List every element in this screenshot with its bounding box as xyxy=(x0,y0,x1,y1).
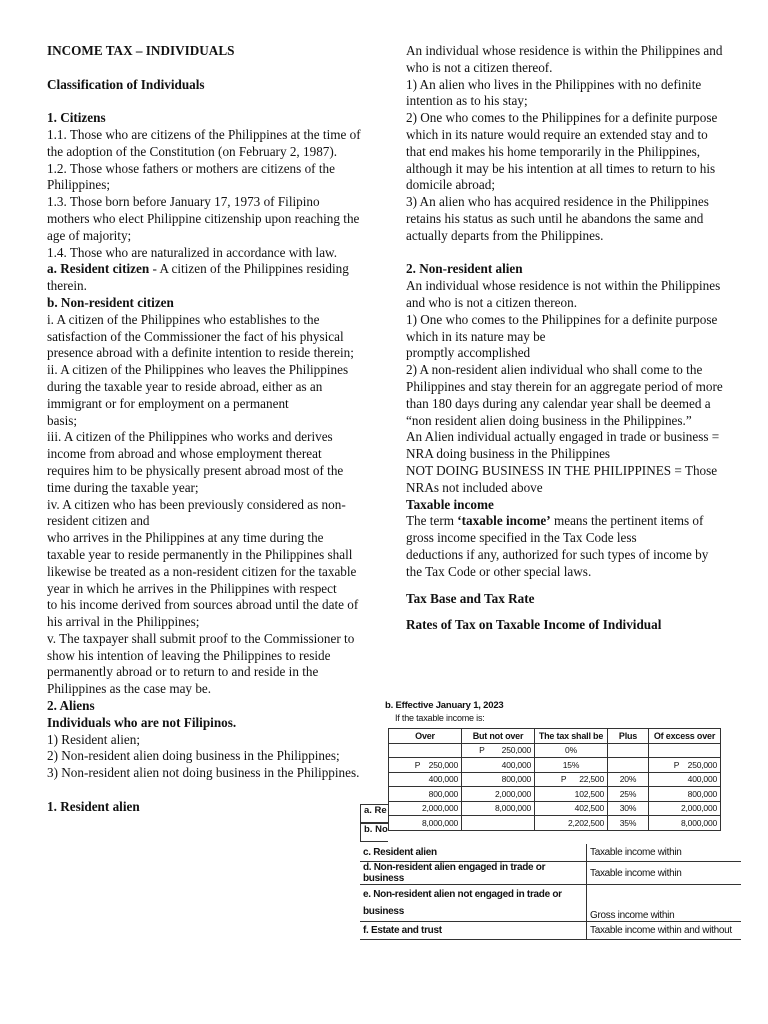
table-cell xyxy=(462,816,535,831)
rate-table-header-row xyxy=(389,729,721,744)
table-cell: 2,202,500 xyxy=(535,816,608,831)
clipped-row-labels xyxy=(360,804,388,842)
tax-base: Taxable income within xyxy=(587,844,742,862)
aliens-heading: 2. Aliens xyxy=(47,698,95,714)
nra-doing-business: An Alien individual actually engaged in trade or business = NRA doing business in the Philippines xyxy=(406,429,720,462)
table-cell: 402,500 xyxy=(535,801,608,816)
tax-rate-table-figure xyxy=(360,700,768,942)
table-cell xyxy=(649,743,721,758)
tax-base: Taxable income within and without xyxy=(587,922,742,940)
resident-alien-item-3: 3) An alien who has acquired residence in the Philippines retains his status as such until he abandons the same and actually departs from the Philippines. xyxy=(406,194,709,243)
paragraph-iv-c: to his income derived from sources abroad until the date of his arrival in the Philippines; xyxy=(47,597,359,630)
table-cell: P 250,000 xyxy=(462,743,535,758)
table-cell: 0% xyxy=(535,743,608,758)
taxpayer-type: d. Non-resident alien engaged in trade or business xyxy=(360,862,587,885)
table-cell: 400,000 xyxy=(389,772,462,787)
table-cell: 2,000,000 xyxy=(389,801,462,816)
header-tax-shall-be: The tax shall be xyxy=(535,729,608,744)
table-row xyxy=(360,885,741,922)
table-row xyxy=(389,758,721,773)
nonresident-alien-item-1b: promptly accomplished xyxy=(406,345,531,361)
resident-alien-item-1: 1) An alien who lives in the Philippines with no definite intention as to his stay; xyxy=(406,76,702,109)
nonresident-alien-intro: An individual whose residence is not within the Philippines and who is not a citizen thereon. xyxy=(406,278,721,310)
paragraph-iv-b: who arrives in the Philippines at any time during the taxable year to reside permanently in the Philippines shall likewise be treated as a non-resident citizen for the taxable year in which he arrives in the Philippines with respect xyxy=(47,530,357,596)
rate-table-title: b. Effective January 1, 2023 xyxy=(385,700,504,711)
alien-item-1: 1) Resident alien; xyxy=(47,731,141,747)
paragraph-iii: iii. A citizen of the Philippines who works and derives income from abroad and whose employment thereat requires him to be physically present abroad most of the time during the taxable year; xyxy=(47,429,344,495)
nonresident-citizen-heading: b. Non-resident citizen xyxy=(47,294,174,310)
paragraph-ii-a: ii. A citizen of the Philippines who leaves the Philippines during the taxable year to reside abroad, either as an immigrant or for employment on a permanent xyxy=(47,362,349,411)
table-cell: 2,000,000 xyxy=(649,801,721,816)
paragraph-iv-a: iv. A citizen who has been previously considered as non-resident citizen and xyxy=(47,496,346,529)
right-column xyxy=(406,43,726,634)
table-cell: 8,000,000 xyxy=(649,816,721,831)
row-label-b: b. No xyxy=(360,823,388,842)
taxpayer-type: c. Resident alien xyxy=(360,844,587,862)
classification-heading: Classification of Individuals xyxy=(47,76,205,92)
taxpayer-type: e. Non-resident alien not engaged in trade or business xyxy=(360,885,587,922)
paragraph-1-1: 1.1. Those who are citizens of the Philippines at the time of the adoption of the Constitution (on February 2, 1987). xyxy=(47,126,361,159)
table-cell: 15% xyxy=(535,758,608,773)
taxable-income-heading: Taxable income xyxy=(406,496,494,512)
left-column xyxy=(47,43,362,816)
table-cell: 400,000 xyxy=(462,758,535,773)
alien-item-3: 3) Non-resident alien not doing business in the Philippines. xyxy=(47,765,360,781)
paragraph-1-2: 1.2. Those whose fathers or mothers are citizens of the Philippines; xyxy=(47,160,335,193)
rate-table-subtitle: If the taxable income is: xyxy=(395,713,485,723)
taxpayer-type: f. Estate and trust xyxy=(360,922,587,940)
paragraph-ii-b: basis; xyxy=(47,412,78,428)
rates-heading: Rates of Tax on Taxable Income of Individual xyxy=(406,617,662,633)
resident-citizen-paragraph xyxy=(47,261,362,295)
paragraph-1-3: 1.3. Those born before January 17, 1973 of Filipino mothers who elect Philippine citizenship upon reaching the age of majority; xyxy=(47,194,360,243)
header-plus: Plus xyxy=(608,729,649,744)
table-cell: 30% xyxy=(608,801,649,816)
table-row xyxy=(389,787,721,802)
paragraph-v: v. The taxpayer shall submit proof to the Commissioner to show his intention of leaving the Philippines to reside permanently abroad or to return to and reside in the Philippines as the case may be. xyxy=(47,630,355,697)
citizens-heading: 1. Citizens xyxy=(47,110,106,126)
table-row xyxy=(389,743,721,758)
table-cell: 8,000,000 xyxy=(462,801,535,816)
paragraph-i: i. A citizen of the Philippines who establishes to the satisfaction of the Commissioner the fact of his physical presence abroad with a definite intention to reside therein; xyxy=(47,311,354,361)
taxable-pre: The term xyxy=(406,513,458,529)
table-cell: P 250,000 xyxy=(389,758,462,773)
table-cell: 20% xyxy=(608,772,649,787)
table-cell: 35% xyxy=(608,816,649,831)
taxable-term: ‘taxable income’ xyxy=(457,513,551,529)
table-cell xyxy=(608,758,649,773)
table-cell xyxy=(608,743,649,758)
taxpayer-types-table xyxy=(360,844,741,940)
nra-not-doing-business: NOT DOING BUSINESS IN THE PHILIPPINES = Those NRAs not included above xyxy=(406,462,718,495)
resident-citizen-label: a. Resident citizen xyxy=(47,261,150,277)
table-row xyxy=(360,862,741,885)
nonresident-alien-item-2: 2) A non-resident alien individual who shall come to the Philippines and stay therein for an aggregate period of more than 180 days during any calendar year shall be deemed a “non resident alien doing business in the Philippines.” xyxy=(406,362,723,428)
rate-table xyxy=(388,728,721,831)
nonresident-alien-item-1a: 1) One who comes to the Philippines for a definite purpose which in its nature may be xyxy=(406,311,718,344)
table-row xyxy=(360,922,741,940)
table-cell: 2,000,000 xyxy=(462,787,535,802)
resident-alien-intro: An individual whose residence is within the Philippines and who is not a citizen thereof. xyxy=(406,43,723,75)
alien-item-2: 2) Non-resident alien doing business in the Philippines; xyxy=(47,748,340,764)
resident-alien-item-2: 2) One who comes to the Philippines for a definite purpose which in its nature would require an extended stay and to that end makes his home temporarily in the Philippines, although it may be his intention at all times to return to his domicile abroad; xyxy=(406,110,718,193)
aliens-subheading: Individuals who are not Filipinos. xyxy=(47,714,237,730)
table-cell: 800,000 xyxy=(462,772,535,787)
table-cell: 800,000 xyxy=(649,787,721,802)
table-cell: 102,500 xyxy=(535,787,608,802)
table-cell: P 22,500 xyxy=(535,772,608,787)
paragraph-1-4: 1.4. Those who are naturalized in accordance with law. xyxy=(47,244,338,260)
resident-citizen-text: - A citizen of the Philippines residing therein. xyxy=(47,261,349,294)
table-cell: 800,000 xyxy=(389,787,462,802)
table-row xyxy=(389,801,721,816)
table-cell: P 250,000 xyxy=(649,758,721,773)
table-row xyxy=(360,844,741,862)
header-excess-over: Of excess over xyxy=(649,729,721,744)
row-label-a: a. Re xyxy=(360,804,388,823)
tax-base: Taxable income within xyxy=(587,862,742,885)
header-but-not-over: But not over xyxy=(462,729,535,744)
table-row xyxy=(389,772,721,787)
document-title: INCOME TAX – INDIVIDUALS xyxy=(47,43,235,58)
tax-base-heading: Tax Base and Tax Rate xyxy=(406,590,535,606)
table-cell: 25% xyxy=(608,787,649,802)
table-row xyxy=(389,816,721,831)
nonresident-alien-heading: 2. Non-resident alien xyxy=(406,261,523,277)
table-cell: 400,000 xyxy=(649,772,721,787)
header-over: Over xyxy=(389,729,462,744)
resident-alien-heading: 1. Resident alien xyxy=(47,798,140,814)
taxable-income-definition xyxy=(406,513,726,547)
taxable-post: means the pertinent items of gross income specified in the Tax Code less xyxy=(406,513,704,546)
tax-base: Gross income within xyxy=(587,885,742,922)
table-cell xyxy=(389,743,462,758)
table-cell: 8,000,000 xyxy=(389,816,462,831)
taxable-income-definition-2: deductions if any, authorized for such types of income by the Tax Code or other special laws. xyxy=(406,546,709,579)
